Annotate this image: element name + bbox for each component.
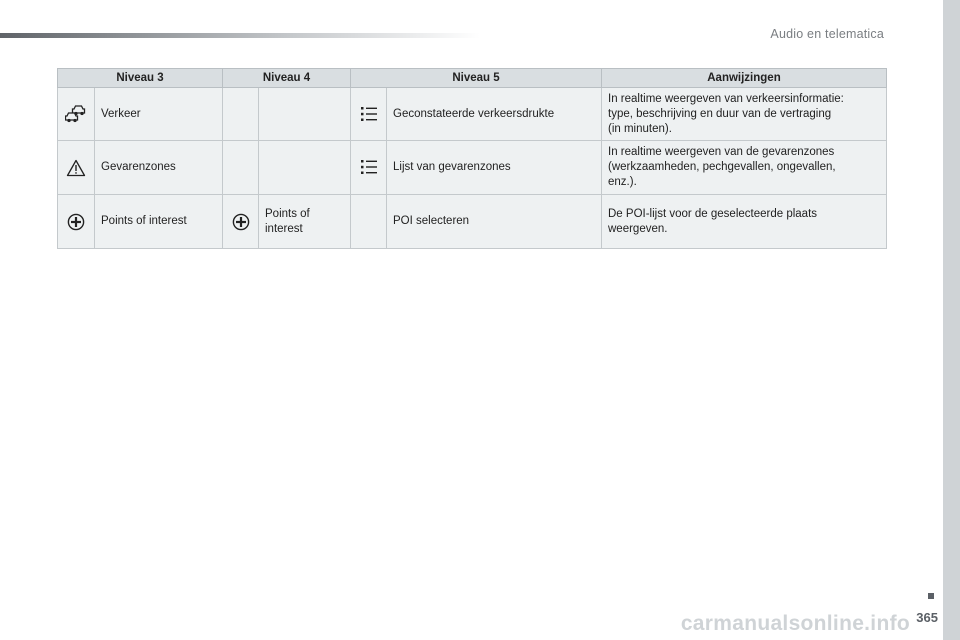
notes-cell <box>602 141 887 195</box>
level4-label-line: interest <box>265 222 303 235</box>
side-strip <box>943 0 960 640</box>
column-header-level5: Niveau 5 <box>351 69 602 88</box>
note-line: In realtime weergeven van verkeersinformatie: <box>608 92 844 105</box>
page-number: 365 <box>916 610 938 625</box>
level3-label: Verkeer <box>95 88 223 141</box>
section-title: Audio en telematica <box>770 27 884 41</box>
note-line: type, beschrijving en duur van de vertraging <box>608 107 832 120</box>
level4-label <box>259 88 351 141</box>
note-line: (werkzaamheden, pechgevallen, ongevallen, <box>608 161 836 173</box>
list-icon <box>360 106 378 122</box>
note-line: (in minuten). <box>608 122 672 135</box>
notes-cell <box>602 195 887 249</box>
level5-label: POI selecteren <box>387 195 602 249</box>
table-row <box>58 141 887 195</box>
note-line: De POI-lijst voor de geselecteerde plaats <box>608 207 818 220</box>
level3-label: Points of interest <box>95 195 223 249</box>
level4-label-line: Points of <box>265 207 310 220</box>
watermark: carmanualsonline.info <box>680 612 910 635</box>
poi-plus-icon <box>67 213 85 231</box>
page-marker <box>928 593 934 599</box>
level5-label: Lijst van gevarenzones <box>387 141 602 195</box>
level5-icon-cell <box>351 141 387 195</box>
traffic-cars-icon <box>65 105 87 123</box>
poi-plus-icon <box>232 213 250 231</box>
table-row <box>58 88 887 141</box>
level3-icon-cell <box>58 195 95 249</box>
level5-label: Geconstateerde verkeersdrukte <box>387 88 602 141</box>
level5-icon-cell <box>351 195 387 249</box>
level4-label <box>259 195 351 249</box>
column-header-level4: Niveau 4 <box>223 69 351 88</box>
warning-triangle-icon <box>66 159 86 177</box>
table-row <box>58 195 887 249</box>
level3-icon-cell <box>58 141 95 195</box>
note-line: weergeven. <box>608 222 668 235</box>
note-line: enz.). <box>608 176 637 188</box>
column-header-notes: Aanwijzingen <box>602 69 887 88</box>
level4-icon-cell <box>223 88 259 141</box>
note-line: In realtime weergeven van de gevarenzones <box>608 146 835 158</box>
level4-label <box>259 141 351 195</box>
table-header-row <box>58 69 887 88</box>
top-gradient-bar <box>0 33 480 38</box>
list-icon <box>360 159 378 175</box>
level4-icon-cell <box>223 195 259 249</box>
level3-icon-cell <box>58 88 95 141</box>
notes-cell <box>602 88 887 141</box>
menu-table <box>57 68 887 249</box>
level3-label: Gevarenzones <box>95 141 223 195</box>
column-header-level3: Niveau 3 <box>58 69 223 88</box>
level5-icon-cell <box>351 88 387 141</box>
level4-icon-cell <box>223 141 259 195</box>
